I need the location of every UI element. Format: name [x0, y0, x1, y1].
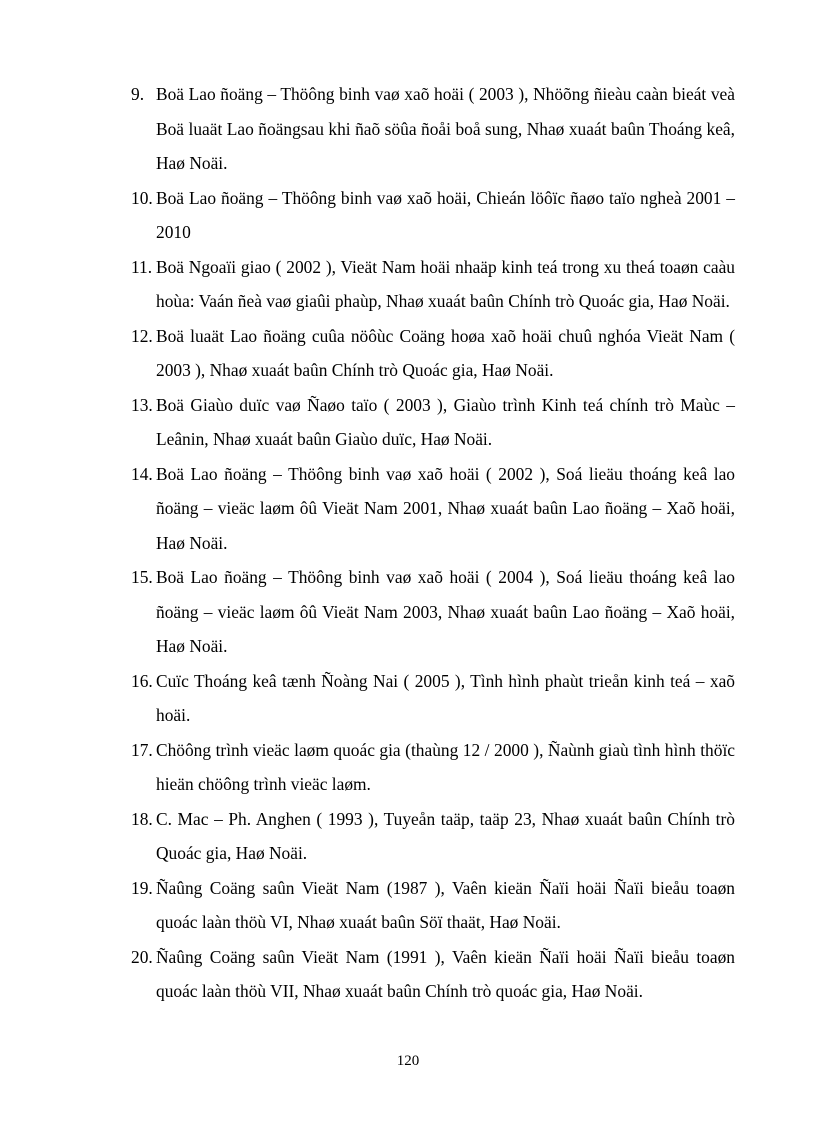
- reference-number: 12.: [131, 325, 153, 346]
- reference-number: 10.: [131, 187, 153, 208]
- reference-text: Boä luaät Lao ñoäng cuûa nöôùc Coäng hoøa xaõ hoäi chuû nghóa Vieät Nam ( 2003 ), Nhaø xuaát baûn Chính trò Quoác gia, Haø Noäi.: [156, 325, 735, 380]
- reference-number: 15.: [131, 567, 153, 587]
- reference-item-14: [131, 457, 735, 561]
- reference-text: C. Mac – Ph. Anghen ( 1993 ), Tuyeån taäp, taäp 23, Nhaø xuaát baûn Chính trò Quoác gia, Haø Noäi.: [156, 808, 735, 863]
- reference-text: Cuïc Thoáng keâ tænh Ñoàng Nai ( 2005 ), Tình hình phaùt trieån kinh teá – xaõ hoäi.: [156, 670, 735, 725]
- reference-item-11: [131, 250, 735, 319]
- reference-number: 16.: [131, 670, 153, 691]
- reference-text: Boä Lao ñoäng – Thöông binh vaø xaõ hoäi, Chieán löôïc ñaøo taïo ngheà 2001 – 2010: [156, 187, 735, 242]
- reference-number: 20.: [131, 946, 153, 967]
- reference-item-12: [131, 319, 735, 388]
- page-number: 120: [396, 1053, 420, 1069]
- reference-number: 9.: [131, 84, 145, 104]
- reference-number: 11.: [131, 256, 153, 277]
- reference-text: Boä Giaùo duïc vaø Ñaøo taïo ( 2003 ), Giaùo trình Kinh teá chính trò Maùc – Leânin, Nhaø xuaát baûn Giaùo duïc, Haø Noäi.: [156, 394, 735, 449]
- reference-item-15: [131, 560, 735, 664]
- reference-item-16: [131, 664, 735, 733]
- reference-text: Boä Lao ñoäng – Thöông binh vaø xaõ hoäi ( 2002 ), Soá lieäu thoáng keâ lao ñoäng – vieäc laøm ôû Vieät Nam 2001, Nhaø xuaát baûn Lao ñoäng – Xaõ hoäi, Haø Noäi.: [156, 463, 735, 553]
- reference-text: Boä Lao ñoäng – Thöông binh vaø xaõ hoäi ( 2003 ), Nhöõng ñieàu caàn bieát veà Boä luaät Lao ñoängsau khi ñaõ söûa ñoåi boå sung, Nhaø xuaát baûn Thoáng keâ, Haø Noäi.: [156, 84, 735, 173]
- reference-number: 17.: [131, 739, 153, 760]
- reference-number: 13.: [131, 394, 153, 415]
- reference-item-18: [131, 802, 735, 871]
- reference-item-20: [131, 940, 735, 1009]
- reference-text: Boä Ngoaïi giao ( 2002 ), Vieät Nam hoäi nhaäp kinh teá trong xu theá toaøn caàu hoùa: Vaán ñeà vaø giaûi phaùp, Nhaø xuaát baûn Chính trò Quoác gia, Haø Noäi.: [156, 256, 735, 311]
- reference-number: 18.: [131, 808, 153, 829]
- reference-number: 14.: [131, 463, 153, 484]
- reference-item-10: [131, 181, 735, 250]
- reference-item-13: [131, 388, 735, 457]
- reference-text: Ñaûng Coäng saûn Vieät Nam (1987 ), Vaên kieän Ñaïi hoäi Ñaïi bieåu toaøn quoác laàn thöù VI, Nhaø xuaát baûn Söï thaät, Haø Noäi.: [156, 877, 735, 932]
- reference-number: 19.: [131, 877, 153, 898]
- reference-item-17: [131, 733, 735, 802]
- reference-text: Ñaûng Coäng saûn Vieät Nam (1991 ), Vaên kieän Ñaïi hoäi Ñaïi bieåu toaøn quoác laàn thöù VII, Nhaø xuaát baûn Chính trò quoác gia, Haø Noäi.: [156, 946, 735, 1001]
- reference-list: [131, 77, 735, 1009]
- reference-text: Boä Lao ñoäng – Thöông binh vaø xaõ hoäi ( 2004 ), Soá lieäu thoáng keâ lao ñoäng – vieäc laøm ôû Vieät Nam 2003, Nhaø xuaát baûn Lao ñoäng – Xaõ hoäi, Haø Noäi.: [156, 567, 735, 656]
- reference-item-9: [131, 77, 735, 181]
- reference-item-19: [131, 871, 735, 940]
- reference-text: Chöông trình vieäc laøm quoác gia (thaùng 12 / 2000 ), Ñaùnh giaù tình hình thöïc hieän chöông trình vieäc laøm.: [156, 739, 735, 794]
